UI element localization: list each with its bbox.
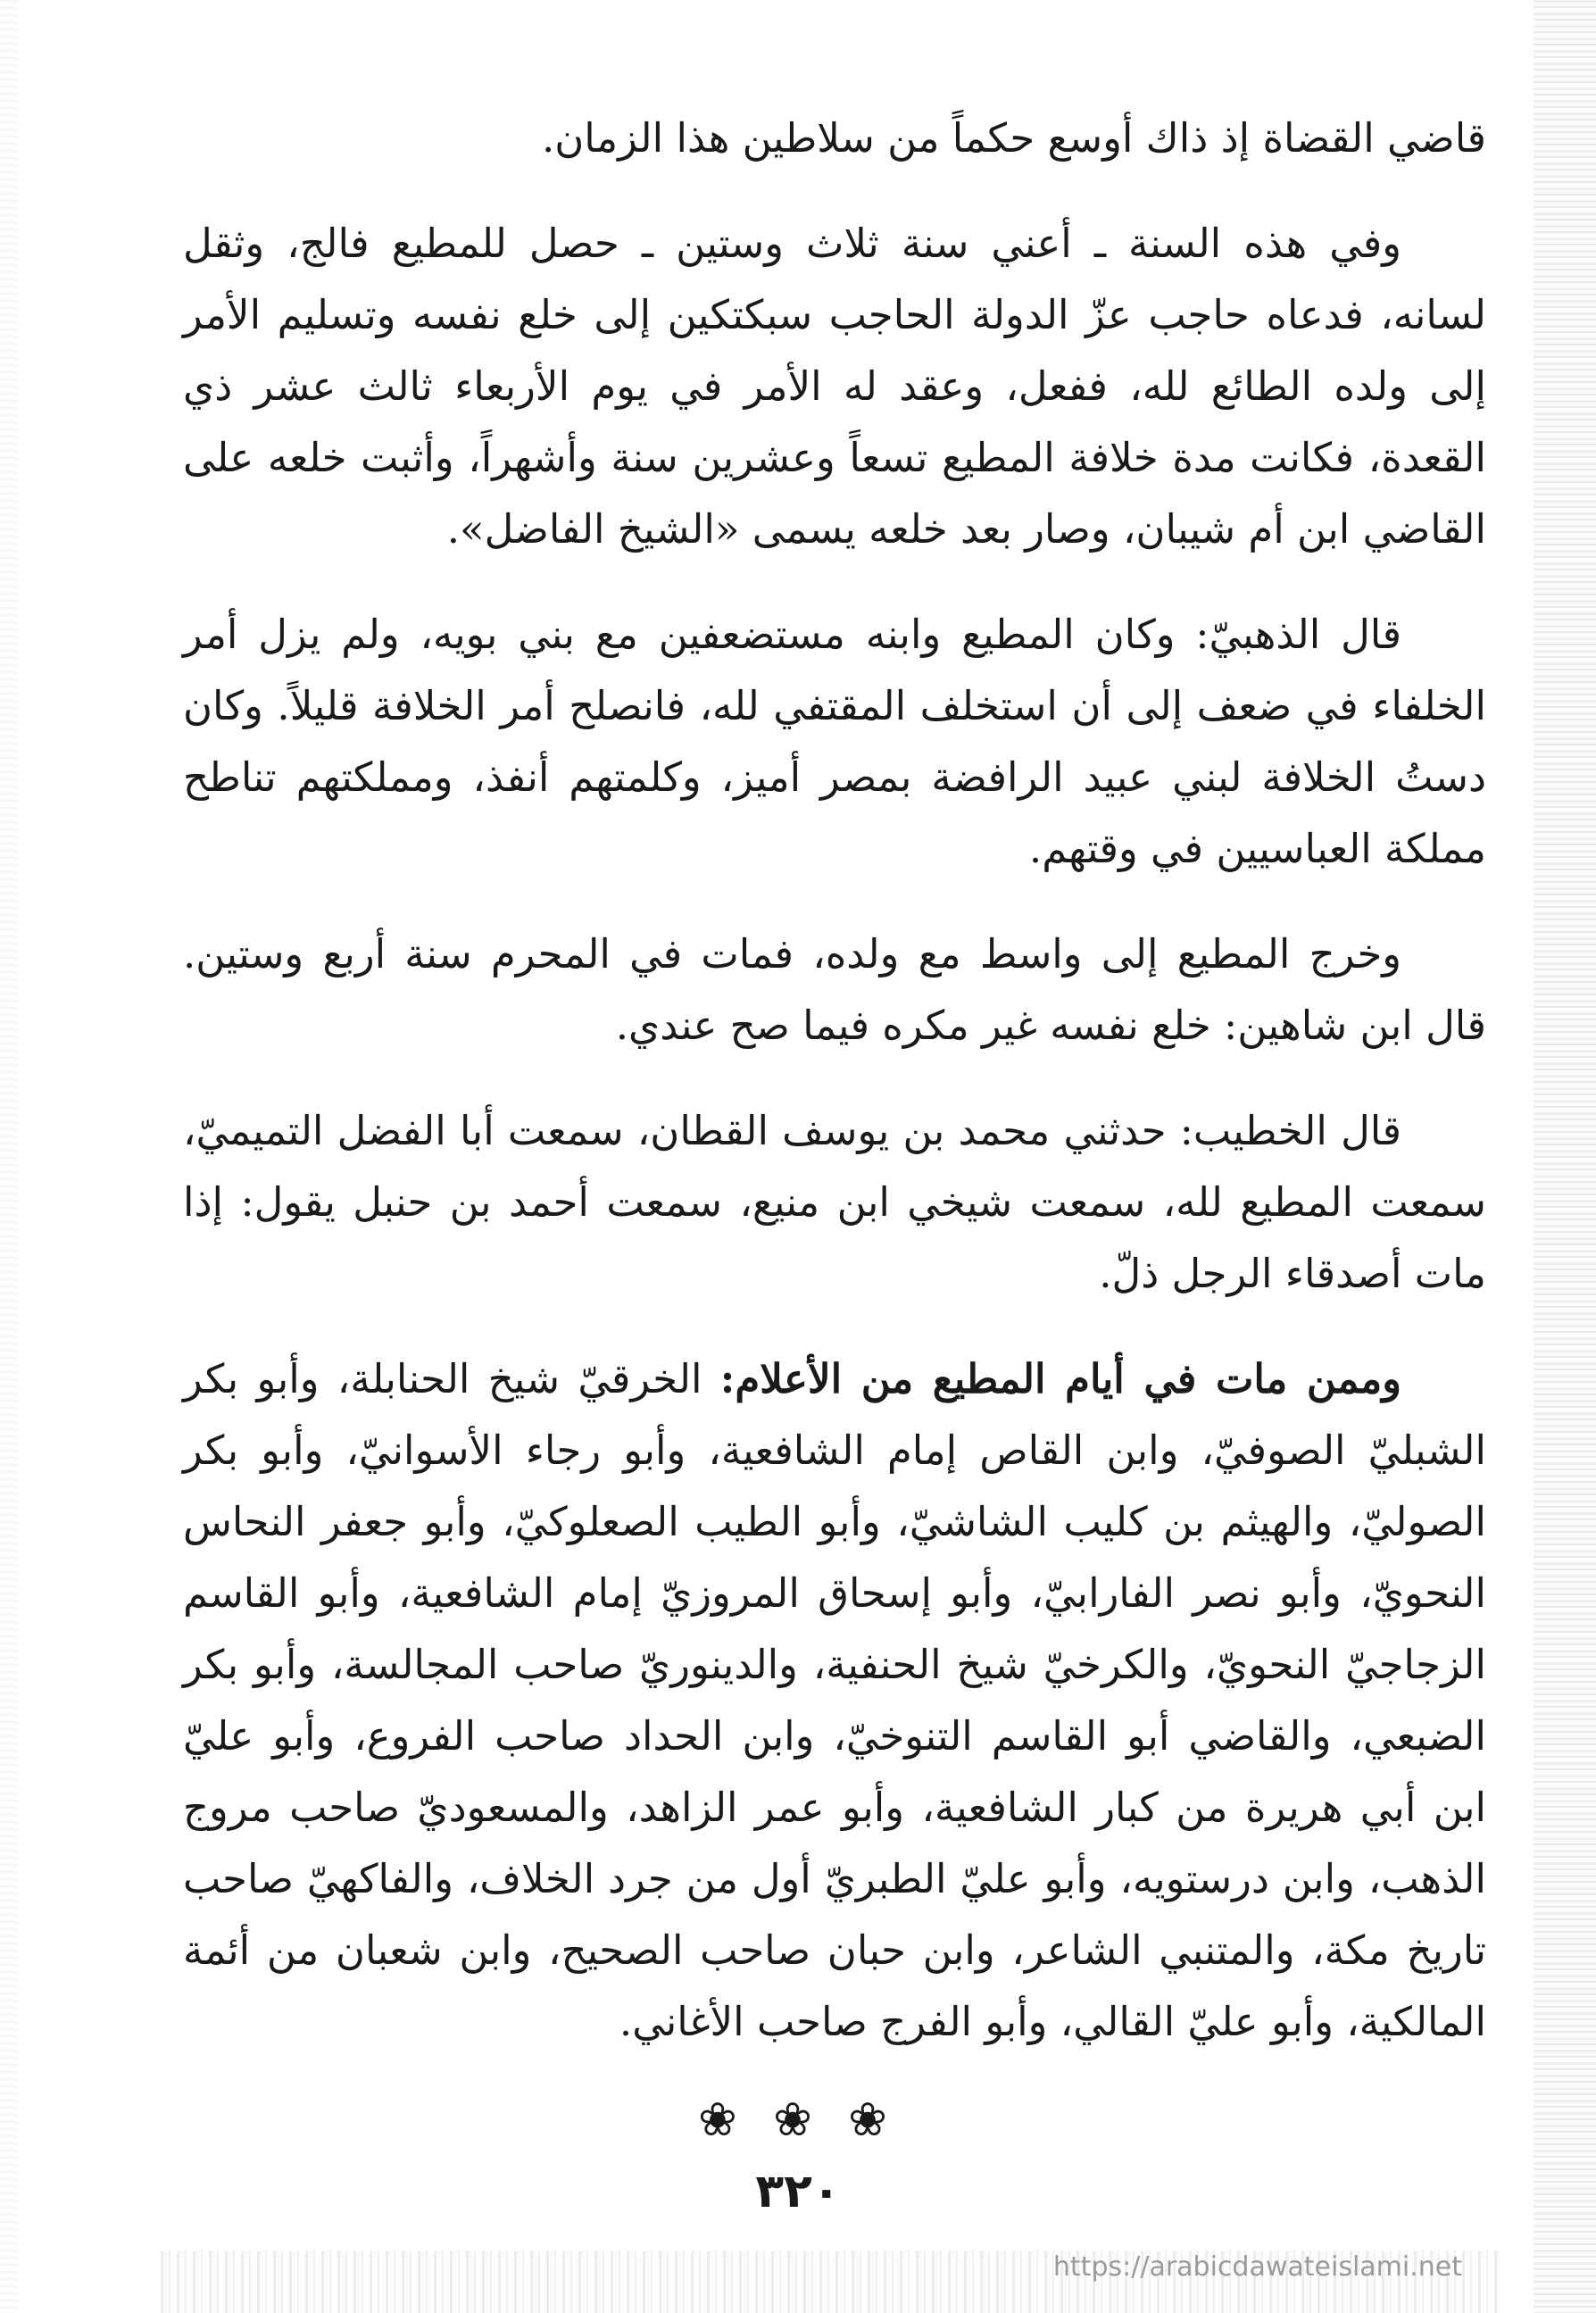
section-ornament: ❀ ❀ ❀: [698, 2093, 898, 2147]
scan-edge-right: [1534, 0, 1596, 2313]
watermark-url: https://arabicdawateislami.net: [1052, 2251, 1462, 2283]
paragraph-4: وخرج المطيع إلى واسط مع ولده، فمات في المحرم سنة أربع وستين. قال ابن شاهين: خلع نفسه غير مكره فيما صح عندي.: [183, 930, 1486, 1049]
paragraph-3: قال الذهبيّ: وكان المطيع وابنه مستضعفين مع بني بويه، ولم يزل أمر الخلفاء في ضعف إلى أن استخلف المقتفي لله، فانصلح أمر الخلافة قليلاً. وكان دستُ الخلافة لبني عبيد الرافضة بمصر أميز، وكلمتهم أنفذ، ومملكتهم تناطح مملكة العباسيين في وقتهم.: [183, 611, 1486, 872]
paragraph-1: قاضي القضاة إذ ذاك أوسع حكماً من سلاطين هذا الزمان.: [541, 114, 1486, 162]
scan-edge-left: [0, 0, 18, 2313]
paragraph-6: [183, 1344, 1486, 2058]
paragraph-6-text: الخرقيّ شيخ الحنابلة، وأبو بكر الشبليّ الصوفيّ، وابن القاص إمام الشافعية، وأبو رجاء الأسوانيّ، وأبو بكر الصوليّ، والهيثم بن كليب الشاشيّ، وأبو الطيب الصعلوكيّ، وأبو جعفر النحاس النحويّ، وأبو نصر الفارابيّ، وأبو إسحاق المروزيّ إمام الشافعية، وأبو القاسم الزجاجيّ النحويّ، والكرخيّ شيخ الحنفية، والدينوريّ صاحب المجالسة، وأبو بكر الضبعي، والقاضي أبو القاسم التنوخيّ، وابن الحداد صاحب الفروع، وأبو عليّ ابن أبي هريرة من كبار الشافعية، وأبو عمر الزاهد، والمسعوديّ صاحب مروج الذهب، وابن درستويه، وأبو عليّ الطبريّ أول من جرد الخلاف، والفاكهيّ صاحب تاريخ مكة، والمتنبي الشاعر، وابن حبان صاحب الصحيح، وابن شعبان من أئمة المالكية، وأبو عليّ القالي، وأبو الفرج صاحب الأغاني.: [183, 1355, 1486, 2045]
paragraph-5: قال الخطيب: حدثني محمد بن يوسف القطان، سمعت أبا الفضل التميميّ، سمعت المطيع لله، سمعت شيخي ابن منيع، سمعت أحمد بن حنبل يقول: إذا مات أصدقاء الرجل ذلّ.: [183, 1107, 1486, 1297]
page-number: ٣٢٠: [755, 2165, 841, 2218]
paragraph-6-lead: وممن مات في أيام المطيع من الأعلام:: [719, 1355, 1401, 1402]
paragraph-2: وفي هذه السنة ـ أعني سنة ثلاث وستين ـ حصل للمطيع فالج، وثقل لسانه، فدعاه حاجب عزّ الدولة الحاجب سبكتكين إلى خلع نفسه وتسليم الأمر إلى ولده الطائع لله، ففعل، وعقد له الأمر في يوم الأربعاء ثالث عشر ذي القعدة، فكانت مدة خلافة المطيع تسعاً وعشرين سنة وأشهراً، وأثبت خلعه على القاضي ابن أم شيبان، وصار بعد خلعه يسمى «الشيخ الفاضل».: [183, 220, 1486, 553]
body-text: [183, 103, 1486, 2058]
